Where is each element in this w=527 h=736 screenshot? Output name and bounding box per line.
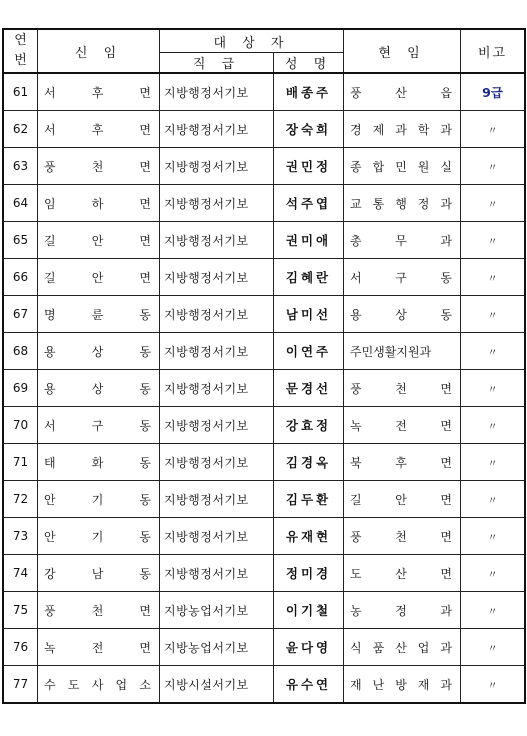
rank-text: 지방행정서기보 [164,159,249,174]
person-name: 윤다영 [274,629,344,666]
note-cell [461,481,526,518]
rank-cell [160,259,274,296]
table-row [3,407,525,444]
rank-text: 지방행정서기보 [164,122,249,137]
current-post-text: 녹 전 면 [350,418,452,433]
current-post-text: 경 제 과 학 과 [350,122,452,137]
current-post-text: 풍 천 면 [350,381,452,396]
rank-text: 지방행정서기보 [164,233,249,248]
row-number: 64 [3,185,38,222]
row-number: 70 [3,407,38,444]
rank-text: 지방행정서기보 [164,566,249,581]
row-number: 76 [3,629,38,666]
new-post-text: 서 구 동 [44,418,151,433]
current-post-cell [344,259,461,296]
note-text: 〃 [487,606,498,618]
new-post-text: 강 남 동 [44,566,151,581]
table-row [3,481,525,518]
person-name: 이연주 [274,333,344,370]
person-name: 유재현 [274,518,344,555]
rank-cell [160,333,274,370]
row-number: 75 [3,592,38,629]
rank-text: 지방행정서기보 [164,455,249,470]
rank-text: 지방농업서기보 [164,603,249,618]
person-name: 배종주 [274,73,344,111]
current-post-text: 총 무 과 [350,233,452,248]
rank-cell [160,629,274,666]
current-post-cell [344,148,461,185]
rank-cell [160,592,274,629]
new-post-text: 임 하 면 [44,196,151,211]
new-post-text: 서 후 면 [44,122,151,137]
new-post-text: 풍 천 면 [44,159,151,174]
table-row [3,333,525,370]
new-post-cell [38,259,160,296]
table-row [3,73,525,111]
note-text: 〃 [487,532,498,544]
person-name: 문경선 [274,370,344,407]
header-current: 현 임 [344,29,461,73]
row-number: 61 [3,73,38,111]
personnel-table [2,28,526,704]
note-cell [461,666,526,704]
note-text: 〃 [487,384,498,396]
new-post-cell [38,518,160,555]
note-text: 〃 [487,236,498,248]
new-post-cell [38,111,160,148]
note-cell [461,518,526,555]
rank-cell [160,444,274,481]
table-row [3,111,525,148]
table-row [3,444,525,481]
current-post-cell [344,222,461,259]
new-post-cell [38,666,160,704]
new-post-cell [38,481,160,518]
current-post-cell [344,296,461,333]
current-post-text: 재 난 방 재 과 [350,677,452,692]
note-cell [461,333,526,370]
person-name: 권민정 [274,148,344,185]
table-body [3,73,525,703]
note-cell [461,111,526,148]
header-no [3,29,38,73]
new-post-cell [38,555,160,592]
header-name: 성 명 [274,53,344,74]
table-row [3,185,525,222]
rank-text: 지방행정서기보 [164,529,249,544]
current-post-cell [344,333,461,370]
row-number: 69 [3,370,38,407]
person-name: 남미선 [274,296,344,333]
person-name: 김혜란 [274,259,344,296]
note-text: 〃 [487,199,498,211]
note-text: 〃 [487,310,498,322]
current-post-cell [344,111,461,148]
current-post-cell [344,629,461,666]
note-text: 〃 [487,643,498,655]
new-post-cell [38,333,160,370]
current-post-cell [344,185,461,222]
current-post-text: 농 정 과 [350,603,452,618]
note-text: 〃 [487,458,498,470]
rank-text: 지방농업서기보 [164,640,249,655]
new-post-text: 녹 전 면 [44,640,151,655]
new-post-cell [38,592,160,629]
row-number: 74 [3,555,38,592]
row-number: 67 [3,296,38,333]
note-text: 〃 [487,421,498,433]
table-row [3,518,525,555]
new-post-cell [38,296,160,333]
current-post-cell [344,370,461,407]
current-post-cell [344,444,461,481]
note-cell [461,444,526,481]
note-cell [461,222,526,259]
note-cell [461,407,526,444]
rank-cell [160,111,274,148]
new-post-cell [38,222,160,259]
note-text: 〃 [487,273,498,285]
current-post-text: 풍 천 면 [350,529,452,544]
rank-text: 지방행정서기보 [164,492,249,507]
new-post-cell [38,148,160,185]
person-name: 석주엽 [274,185,344,222]
new-post-text: 풍 천 면 [44,603,151,618]
new-post-cell [38,370,160,407]
current-post-text: 길 안 면 [350,492,452,507]
table-row [3,370,525,407]
note-text: 〃 [487,347,498,359]
note-text: 〃 [487,495,498,507]
person-name: 김두환 [274,481,344,518]
rank-cell [160,518,274,555]
row-number: 66 [3,259,38,296]
current-post-text: 북 후 면 [350,455,452,470]
rank-text: 지방행정서기보 [164,85,249,100]
current-post-cell [344,666,461,704]
row-number: 72 [3,481,38,518]
table-row [3,666,525,704]
table-row [3,222,525,259]
person-name: 강효정 [274,407,344,444]
new-post-cell [38,185,160,222]
rank-text: 지방시설서기보 [164,677,249,692]
new-post-text: 서 후 면 [44,85,151,100]
rank-cell [160,407,274,444]
table-row [3,259,525,296]
rank-text: 지방행정서기보 [164,344,249,359]
header-no-line1: 연 [14,33,27,48]
row-number: 63 [3,148,38,185]
current-post-text: 식 품 산 업 과 [350,640,452,655]
new-post-text: 명 륜 동 [44,307,151,322]
rank-cell [160,481,274,518]
note-cell [461,296,526,333]
note-cell [461,185,526,222]
row-number: 73 [3,518,38,555]
row-number: 65 [3,222,38,259]
current-post-text: 주민생활지원과 [350,344,432,359]
current-post-cell [344,592,461,629]
current-post-text: 서 구 동 [350,270,452,285]
person-name: 권미애 [274,222,344,259]
current-post-text: 도 산 면 [350,566,452,581]
personnel-table-container [2,28,526,704]
current-post-cell [344,555,461,592]
person-name: 장숙희 [274,111,344,148]
header-target: 대 상 자 [160,29,344,53]
current-post-cell [344,481,461,518]
note-cell [461,73,526,111]
new-post-cell [38,444,160,481]
note-cell [461,555,526,592]
table-row [3,296,525,333]
table-row [3,148,525,185]
note-text: 〃 [487,125,498,137]
note-cell [461,629,526,666]
header-new-post: 신 임 [38,29,160,73]
note-cell [461,259,526,296]
row-number: 68 [3,333,38,370]
person-name: 김경옥 [274,444,344,481]
new-post-cell [38,629,160,666]
note-cell [461,148,526,185]
note-text: 〃 [487,162,498,174]
person-name: 이기철 [274,592,344,629]
table-row [3,555,525,592]
new-post-text: 안 기 동 [44,492,151,507]
current-post-text: 교 통 행 정 과 [350,196,452,211]
new-post-text: 안 기 동 [44,529,151,544]
new-post-text: 용 상 동 [44,344,151,359]
rank-cell [160,296,274,333]
rank-text: 지방행정서기보 [164,418,249,433]
rank-cell [160,555,274,592]
current-post-cell [344,73,461,111]
row-number: 77 [3,666,38,704]
rank-cell [160,185,274,222]
current-post-cell [344,407,461,444]
person-name: 정미경 [274,555,344,592]
rank-text: 지방행정서기보 [164,381,249,396]
person-name: 유수연 [274,666,344,704]
note-text: 〃 [487,569,498,581]
new-post-text: 수 도 사 업 소 [44,677,151,692]
new-post-text: 길 안 면 [44,270,151,285]
table-row [3,592,525,629]
new-post-text: 용 상 동 [44,381,151,396]
rank-text: 지방행정서기보 [164,196,249,211]
table-row [3,629,525,666]
note-text: 9급 [482,85,503,100]
rank-cell [160,73,274,111]
rank-cell [160,222,274,259]
new-post-text: 길 안 면 [44,233,151,248]
rank-cell [160,148,274,185]
current-post-text: 종 합 민 원 실 [350,159,452,174]
note-text: 〃 [487,680,498,692]
rank-cell [160,370,274,407]
current-post-cell [344,518,461,555]
row-number: 62 [3,111,38,148]
rank-text: 지방행정서기보 [164,270,249,285]
current-post-text: 풍 산 읍 [350,85,452,100]
current-post-text: 용 상 동 [350,307,452,322]
rank-text: 지방행정서기보 [164,307,249,322]
header-note: 비고 [461,29,526,73]
note-cell [461,592,526,629]
header-rank: 직 급 [160,53,274,74]
new-post-cell [38,407,160,444]
new-post-cell [38,73,160,111]
row-number: 71 [3,444,38,481]
header-no-line2: 번 [14,53,27,68]
rank-cell [160,666,274,704]
note-cell [461,370,526,407]
new-post-text: 태 화 동 [44,455,151,470]
